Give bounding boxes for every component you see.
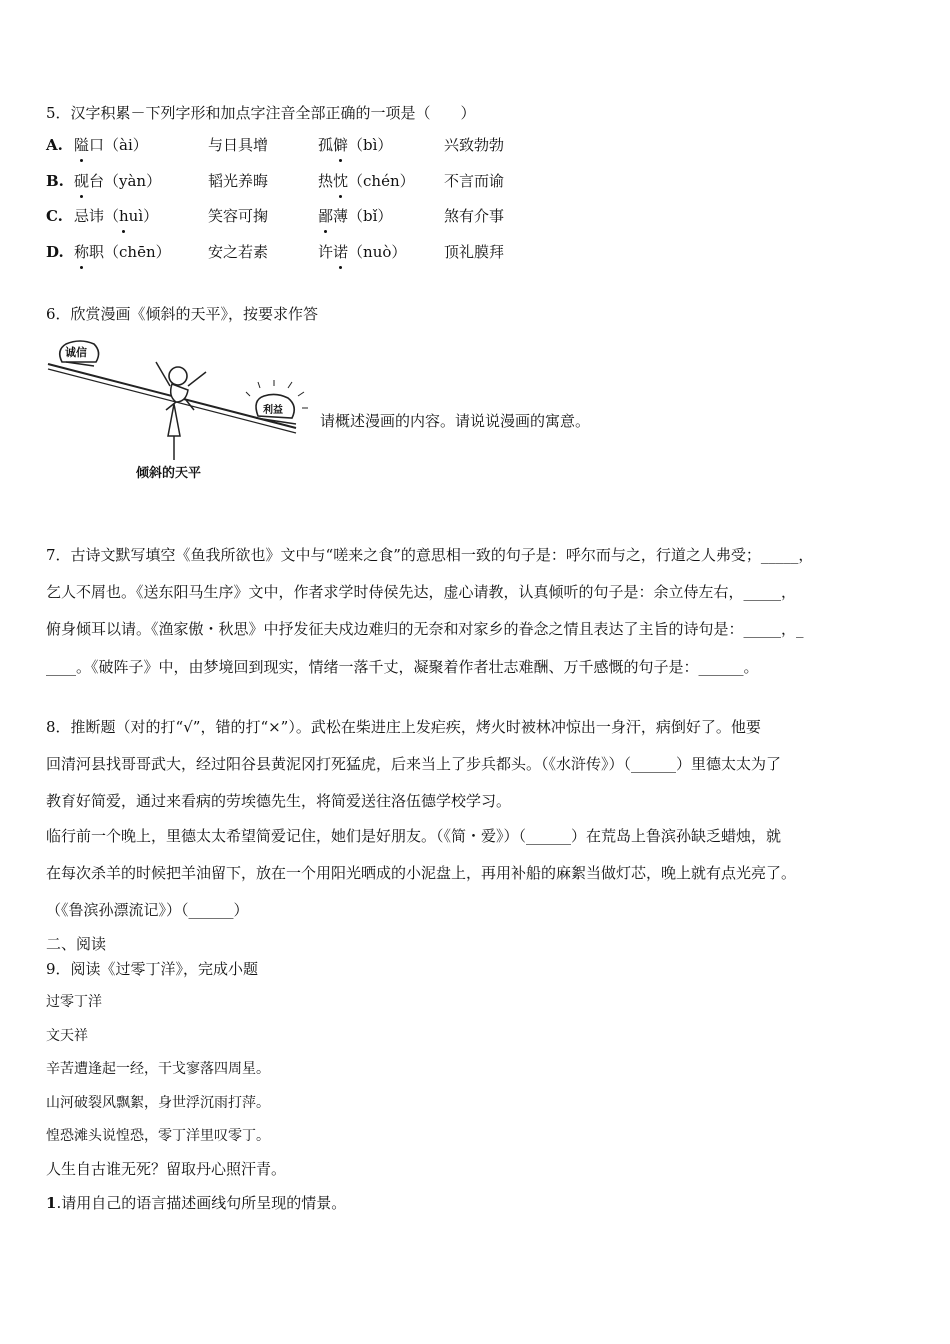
q7-line-2: 乞人不屑也。《送东阳马生序》文中，作者求学时侍侯先达，虚心请教，认真倾听的句子是：余立侍左右，_____， [46, 583, 797, 601]
q8-line-5: 在每次杀羊的时候把羊油留下，放在一个用阳光晒成的小泥盘上，再用补船的麻絮当做灯芯，晚上就有点光亮了。 [46, 864, 797, 882]
q9-stem: 9．阅读《过零丁洋》，完成小题 [46, 960, 259, 978]
q6-question: 请概述漫画的内容。请说说漫画的寓意。 [320, 412, 591, 430]
option-word-2: 安之若素 [208, 243, 269, 261]
option-letter: C. [46, 207, 63, 225]
option-word-1: 砚台（yàn） [74, 169, 161, 193]
sub-question [46, 1192, 346, 1213]
option-word-3: 鄙薄（bǐ） [318, 204, 392, 228]
option-word-4: 兴致勃勃 [444, 136, 505, 154]
option-word-1: 称职（chēn） [74, 240, 171, 264]
cartoon-tilted-scale [44, 336, 316, 486]
cartoon-bag-text: 利益 [263, 405, 283, 416]
q7-line-4: ____。《破阵子》中，由梦境回到现实，情绪一落千丈，凝聚着作者壮志难酬、万千感慨的句子是：______。 [46, 658, 759, 676]
sub-question-number: 1 [46, 1194, 57, 1212]
option-word-3: 许诺（nuò） [318, 240, 406, 264]
cartoon-caption: 倾斜的天平 [136, 466, 202, 481]
option-word-1: 忌讳（huì） [74, 204, 158, 228]
cartoon-sign-text: 诚信 [65, 346, 87, 359]
q8-line-6: （《鲁滨孙漂流记》）（______） [46, 901, 249, 919]
q8-line-3: 教育好简爱，通过来看病的劳埃德先生，将简爱送往洛伍德学校学习。 [46, 792, 512, 810]
poem-line: 惶恐滩头说惶恐，零丁洋里叹零丁。 [46, 1128, 270, 1144]
option-word-4: 顶礼膜拜 [444, 243, 505, 261]
option-letter: D. [46, 243, 64, 261]
option-word-1: 隘口（ài） [74, 133, 148, 157]
q8-line-1: 8．推断题（对的打“√”，错的打“×”）。武松在柴进庄上发疟疾，烤火时被林冲惊出一身汗，病倒好了。他要 [46, 718, 761, 736]
option-word-4: 不言而谕 [444, 172, 505, 190]
option-word-2: 与日具增 [208, 136, 269, 154]
q7-line-3: 俯身倾耳以请。《渔家傲・秋思》中抒发征夫戍边难归的无奈和对家乡的眷念之情且表达了主旨的诗句是：_____，_ [46, 620, 804, 638]
option-word-2: 韬光养晦 [208, 172, 269, 190]
q5-option-c [46, 204, 566, 228]
q5-option-a [46, 133, 566, 157]
poem-line: 辛苦遭逢起一经，干戈寥落四周星。 [46, 1061, 270, 1077]
option-letter: A. [46, 136, 63, 154]
option-word-2: 笑容可掬 [208, 207, 269, 225]
q5-option-b [46, 169, 566, 193]
option-letter: B. [46, 172, 64, 190]
q7-line-1: 7．古诗文默写填空《鱼我所欲也》文中与“嗟来之食”的意思相一致的句子是：呼尔而与之，行道之人弗受；_____， [46, 546, 814, 564]
q8-line-2: 回清河县找哥哥武大，经过阳谷县黄泥冈打死猛虎，后来当上了步兵都头。（《水浒传》）（______）里德太太为了 [46, 755, 782, 773]
q6-stem: 6．欣赏漫画《倾斜的天平》，按要求作答 [46, 305, 319, 323]
option-word-3: 孤僻（bì） [318, 133, 392, 157]
poem-line: 山河破裂风飘絮，身世浮沉雨打萍。 [46, 1095, 270, 1111]
q8-line-4: 临行前一个晚上，里德太太希望简爱记住，她们是好朋友。（《简・爱》）（______）在荒岛上鲁滨孙缺乏蜡烛，就 [46, 827, 782, 845]
q5-option-d [46, 240, 566, 264]
q5-stem: 5．汉字积累－下列字形和加点字注音全部正确的一项是（ ） [46, 104, 476, 122]
poem-line: 人生自古谁无死？留取丹心照汗青。 [46, 1160, 287, 1178]
poem-author: 文天祥 [46, 1028, 88, 1044]
option-word-4: 煞有介事 [444, 207, 505, 225]
sub-question-text: .请用自己的语言描述画线句所呈现的情景。 [56, 1194, 347, 1212]
poem-title: 过零丁洋 [46, 994, 102, 1010]
section-heading: 二、阅读 [46, 935, 107, 953]
option-word-3: 热忱（chén） [318, 169, 415, 193]
